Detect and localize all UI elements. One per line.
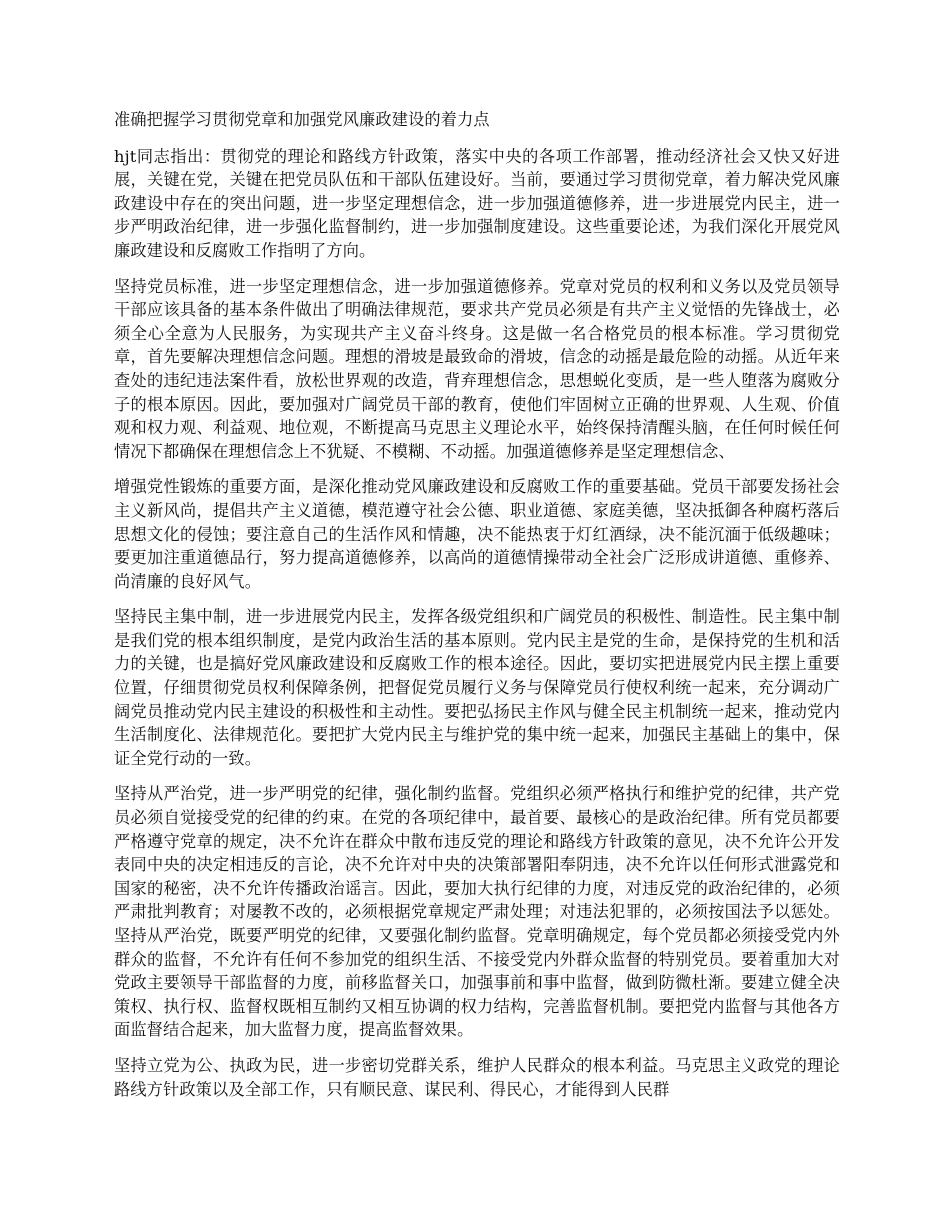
paragraph-6: 坚持立党为公、执政为民，进一步密切党群关系，维护人民群众的根本利益。马克思主义政党的理论路线方针政策以及全部工作，只有顺民意、谋民利、得民心，才能得到人民群 [114,1055,840,1099]
paragraph-5: 坚持从严治党，进一步严明党的纪律，强化制约监督。党组织必须严格执行和维护党的纪律，共产党员必须自觉接受党的纪律的约束。在党的各项纪律中，最首要、最核心的是政治纪律。所有党员都要严格遵守党章的规定，决不允许在群众中散布违反党的理论和路线方针政策的意见，决不允许公开发表同中央的决定相违反的言论，决不允许对中央的决策部署阳奉阴违，决不允许以任何形式泄露党和国家的秘密，决不允许传播政治谣言。因此，要加大执行纪律的力度，对违反党的政治纪律的，必须严肃批判教育；对屡教不改的，必须根据党章规定严肃处理；对违法犯罪的，必须按国法予以惩处。坚持从严治党，既要严明党的纪律，又要强化制约监督。党章明确规定，每个党员都必须接受党内外群众的监督，不允许有任何不参加党的组织生活、不接受党内外群众监督的特别党员。要着重加大对党政主要领导干部监督的力度，前移监督关口，加强事前和事中监督，做到防微杜渐。要建立健全决策权、执行权、监督权既相互制约又相互协调的权力结构，完善监督机制。要把党内监督与其他各方面监督结合起来，加大监督力度，提高监督效果。 [114,784,840,1040]
paragraph-2: 坚持党员标准，进一步坚定理想信念，进一步加强道德修养。党章对党员的权利和义务以及党员领导干部应该具备的基本条件做出了明确法律规范，要求共产党员必须是有共产主义觉悟的先锋战士，必须全心全意为人民服务，为实现共产主义奋斗终身。这是做一名合格党员的根本标准。学习贯彻党章，首先要解决理想信念问题。理想的滑坡是最致命的滑坡，信念的动摇是最危险的动摇。从近年来查处的违纪违法案件看，放松世界观的改造，背弃理想信念，思想蜕化变质，是一些人堕落为腐败分子的根本原因。因此，要加强对广阔党员干部的教育，使他们牢固树立正确的世界观、人生观、价值观和权力观、利益观、地位观，不断提高马克思主义理论水平，始终保持清醒头脑，在任何时候任何情况下都确保在理想信念上不犹疑、不模糊、不动摇。加强道德修养是坚定理想信念、 [114,276,840,461]
paragraph-3: 增强党性锻炼的重要方面，是深化推动党风廉政建设和反腐败工作的重要基础。党员干部要发扬社会主义新风尚，提倡共产主义道德，模范遵守社会公德、职业道德、家庭美德，坚决抵御各种腐朽落后思想文化的侵蚀；要注意自己的生活作风和情趣，决不能热衷于灯红酒绿，决不能沉湎于低级趣味；要更加注重道德品行，努力提高道德修养，以高尚的道德情操带动全社会广泛形成讲道德、重修养、尚清廉的良好风气。 [114,477,840,591]
document-page [114,108,840,1113]
paragraph-4: 坚持民主集中制，进一步进展党内民主，发挥各级党组织和广阔党员的积极性、制造性。民主集中制是我们党的根本组织制度，是党内政治生活的基本原则。党内民主是党的生命，是保持党的生机和活力的关键，也是搞好党风廉政建设和反腐败工作的根本途径。因此，要切实把进展党内民主摆上重要位置，仔细贯彻党员权利保障条例，把督促党员履行义务与保障党员行使权利统一起来，充分调动广阔党员推动党内民主建设的积极性和主动性。要把弘扬民主作风与健全民主机制统一起来，推动党内生活制度化、法律规范化。要把扩大党内民主与维护党的集中统一起来，加强民主基础上的集中，保证全党行动的一致。 [114,607,840,768]
document-title: 准确把握学习贯彻党章和加强党风廉政建设的着力点 [114,110,490,129]
paragraph-1: hjt同志指出：贯彻党的理论和路线方针政策，落实中央的各项工作部署，推动经济社会又快又好进展，关键在党，关键在把党员队伍和干部队伍建设好。当前，要通过学习贯彻党章，着力解决党风廉政建设中存在的突出问题，进一步坚定理想信念，进一步加强道德修养，进一步进展党内民主，进一步严明政治纪律，进一步强化监督制约，进一步加强制度建设。这些重要论述，为我们深化开展党风廉政建设和反腐败工作指明了方向。 [114,146,840,260]
